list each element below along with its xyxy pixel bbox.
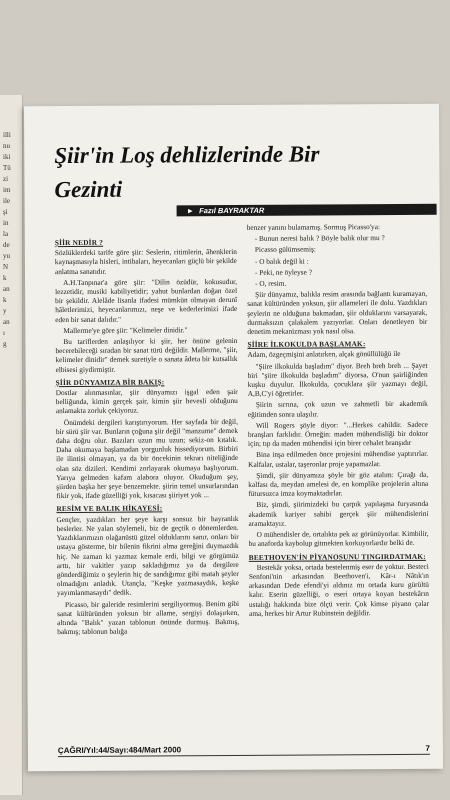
section-heading: ŞİİR DÜNYAMIZA BİR BAKIŞ: bbox=[55, 377, 165, 387]
paragraph: Şiirin sırrına, çok uzun ve zahmetli bir akademik eğitimden sonra ulaşılır. bbox=[247, 399, 428, 419]
paragraph: Bestekâr yoksa, ortada bestelenmiş eser de yoktur. Besteci Senfoni'nin arkasından Beethoven'i, Kâr-ı Nâtık'ın arkasından Dede efendi'yi aldınız mı ortada kuru gürültü kalır. Eserin güzelliği, o eseri ortaya koyan bestekârın ustalığı hakkında bize ölçü verir. Çok kimse piyano çalar ama, herkes bir Artur Rubinstein değildir. bbox=[248, 561, 430, 618]
section-heading: BEETHOVEN'İN PİYANOSUNU TINGIRDATMAK: bbox=[248, 551, 426, 562]
paragraph: Sözlüklerdeki tarife göre şiir: Seslerin, ritimlerin, âhenklerin kaynaşmasıyla hisleri, intibaları, heyecanları güçlü bir şekilde anlatma sanatıdır. bbox=[54, 247, 237, 276]
page-number: 7 bbox=[425, 743, 430, 753]
author-name: Fazıl BAYRAKTAR bbox=[199, 205, 265, 216]
paragraph: Önümdeki dergileri karıştırıyorum. Her sayfada bir değil, bir sürü şiir var. Bunların çoğuna şiir değil "manzume" demek daha doğru olur. Bazıları uzun mu uzun; sekiz-on kıtalık. Daha okumaya başlamadan yorgunluk hissediyorum. Birbiri ile ilintisi olmayan, ya da bir öncekinin tekrarı niteliğinde olan söz dizileri. Kendimi zorlayarak okumaya başlıyorum. Yarıya gelmeden kafam alabora oluyor. Okuduğum şey, şiirden başka her şeye benzemekte. şiirin temel unsurlarından fikir yok, ifade güzelliği yok, kısacası şiiriyet yok ... bbox=[55, 416, 239, 501]
paragraph: Gençler, yazdıkları her şeye karşı sonsuz bir hayranlık beslerler. Ne yalan söylemeli, biz de geçtik o dönemlerden. Yazdıklarımızın olağanüstü güzel olduklarını sanır, onları bir ustaya gösterme, bir bilenin fikrini alma gereğini duymazdık hiç. Ne zaman ki yazmaz kemale erdi, bilgi ve görgümüz arttı, bir vakitler yazıp sakladığımız ya da dergilere gönderdiğimiz o şeylerin hiç de sandığımız gibi matah şeyler olmadığını anladık. Utançla, "Keşke yazmasaydık, keşke yayımlanmasaydı" dedik. bbox=[56, 513, 239, 598]
paragraph: Adam, özgeçmişini anlatırken, alçak gönüllülüğü ile bbox=[247, 349, 401, 360]
section-heading: ŞİİRE İLKOKULDA BAŞLAMAK: bbox=[247, 339, 366, 350]
arrow-icon: ► bbox=[186, 206, 195, 216]
paragraph: Bina inşa edilmeden önce projesini mühendise yaptırırlar. Kalfalar, ustalar, taşeronlar proje yapamazlar. bbox=[248, 449, 429, 469]
paragraph: Dostlar alınmasınlar, şiir dünyamızı işgal eden şair belliğunda, kimin gerçek şair, kimin şiir hevesli olduğunu anlamakta zorluk çekiyoruz. bbox=[55, 387, 238, 416]
left-column bbox=[55, 233, 239, 638]
issue-info: ÇAĞRI/Yıl:44/Sayı:484/Mart 2000 bbox=[57, 745, 182, 756]
section-heading: ŞİİR NEDİR ? bbox=[54, 237, 104, 248]
paragraph: - O, resim. bbox=[255, 278, 287, 288]
magazine-page bbox=[24, 104, 443, 772]
paragraph: - O balık değil ki : bbox=[254, 256, 309, 266]
paragraph: Will Rogers şöyle diyor: "...Herkes cahildir. Sadece branşları farklıdır. Örneğin: maden mühendisliği bir doktor için; tıp da maden mühendisi için birer cehalet branşıdır bbox=[247, 419, 429, 449]
paragraph: benzer yanını bulamamış. Sormuş Picasso'ya: bbox=[246, 222, 380, 232]
paragraph: - Peki, ne öyleyse ? bbox=[254, 267, 312, 277]
paragraph: - Bunun neresi balık ? Böyle balık olur mu ? bbox=[254, 233, 385, 244]
page-footer bbox=[58, 744, 430, 757]
section-heading: RESİM VE BALIK HİKAYESİ: bbox=[56, 503, 163, 514]
paragraph: "Şiire ilkokulda başladım" diyor. Breh breh breh ... Şayet biri "şiire ilkokulda başladım" diyorsa, O'nun şairliğinden kuşku duyulur. İlkokulda, çocuklara şiir yazmayı değil, A,B,C'yi öğretirler. bbox=[247, 360, 428, 399]
previous-page-edge bbox=[0, 95, 23, 795]
paragraph: Bu tariflerden anlaşılıyor ki şiir, her önüne gelenin becerebileceği sıradan bir sanat türü değildir. Mallerme, "şiir, kelimeler dinidir" demek suretiyle o sanata âdeta bir kutsallık elbisesi giydirmiştir. bbox=[55, 336, 238, 374]
paragraph: Mallerme'ye göre şiir: "Kelimeler dinidir." bbox=[63, 325, 188, 335]
paragraph: Şimdi, şiir dünyamıza şöyle bir göz atalım: Çırağı da, kalfası da, meydan amelesi de, en komplike projelerin altına fütursuzca imza koymaktadırlar. bbox=[248, 469, 429, 499]
paragraph: Picasso gülümsemiş: bbox=[254, 244, 316, 255]
paragraph: Picasso, bir galeride resimlerini sergiliyormuş. Benim gibi sanat kültüründen yoksun bir allame, sergiyi dolaşırken, altında "Balık" yazan tablonun önünde durmuş. Bakmış, bakmış; tablonun balığa bbox=[57, 598, 240, 637]
author-bar bbox=[177, 204, 437, 217]
previous-page-text: illi nu iki Tü zi im ile şi in la de yu N k an k y an ı g bbox=[3, 131, 11, 348]
paragraph: A.H.Tanpınar'a göre şiir: "Dilin özüdür, kokusudur, lezzetidir, musiki kabiliyetidir; yahut bunlardan doğan özel bir şekildir. Alelâde lisanla ifadesi mümkün olmayan derunî hâletlerimizi, heyecanlarımızı, neşe ve kederlerimizi ifade eden bir sanat dalıdır." bbox=[55, 276, 238, 324]
paragraph: Şiir dünyamız, balıkla resim arasında bağlantı kuramayan, sanat kültüründen yoksun, şiir allameleri ile dolu. Yazdıkları şeylerin ne olduğuna bakmadan, şiir olduklarını varsayarak, durmaksızın çalakalem yazıyorlar. Onları denetleyen bir denetim mekanizması yok nasıl olsa. bbox=[247, 289, 428, 336]
article-title: Şiir'in Loş dehlizlerinde Bir Gezinti bbox=[54, 141, 320, 203]
paragraph: O mühendisler de, ortalıkta pek az görünüyorlar. Kimbilir, bu anaforda kaybolup gitmekten korkuyorlardır belki de. bbox=[248, 528, 429, 549]
paragraph: Biz, şimdi, şiirimizdeki bu çarpık yapılaşma furyasında akademik kariyer sahibi gerçek şiir mühendislerini aramaktayız. bbox=[248, 499, 429, 528]
right-column bbox=[247, 222, 429, 620]
